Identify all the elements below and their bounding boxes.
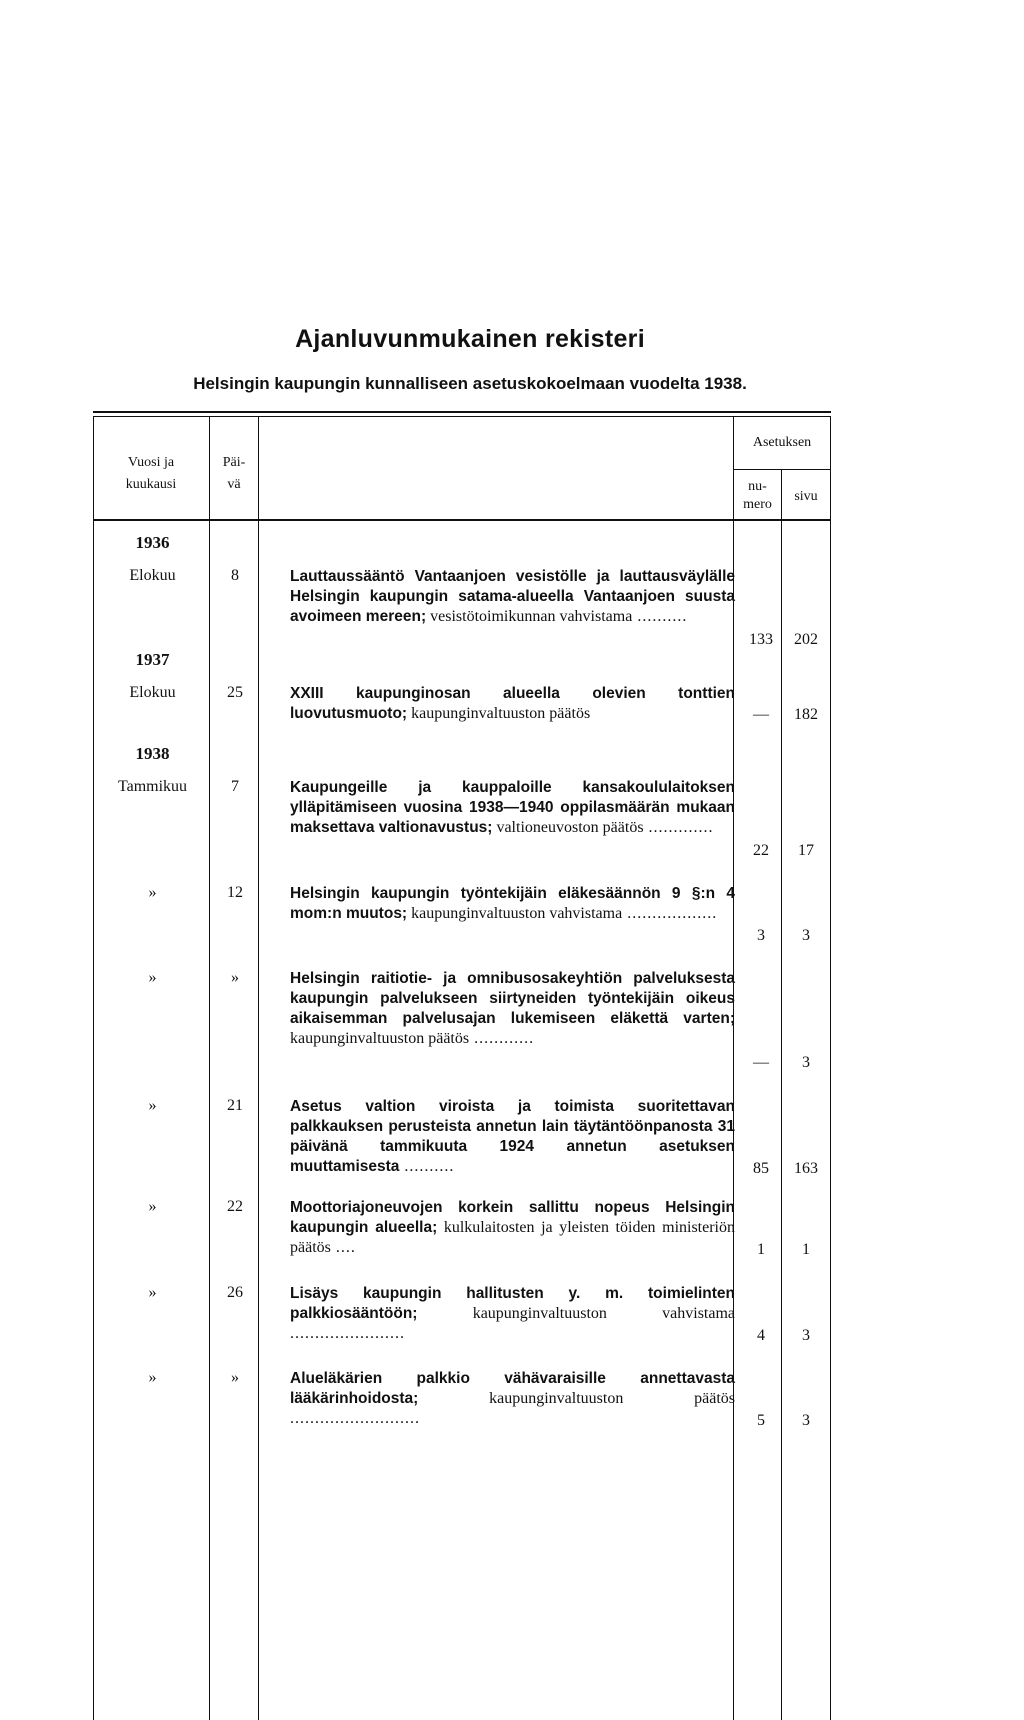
entry-day: 25 bbox=[227, 684, 243, 701]
page-title: Ajanluvunmukainen rekisteri bbox=[295, 325, 645, 353]
entry-month: Tammikuu bbox=[117, 778, 188, 795]
entry-numero: 133 bbox=[749, 631, 773, 648]
entry-issuer: vesistötoimikunnan vahvistama bbox=[430, 608, 633, 625]
header-numero-line2: mero bbox=[743, 497, 772, 512]
entry-month: » bbox=[148, 884, 157, 901]
entry-sivu: 17 bbox=[798, 842, 814, 859]
entry-title: Helsingin raitiotie- ja omnibusosakeyhtiön palveluksesta kaupungin palvelukseen siirtyneiden työntekijäin oikeus aikaisemman palvelusajan lukemiseen eläkettä varten; bbox=[290, 970, 735, 1027]
leader-dots: ............. bbox=[643, 819, 714, 836]
header-numero bbox=[734, 478, 781, 514]
entry-issuer: valtioneuvoston päätös bbox=[496, 819, 644, 836]
leader-dots: ....................... bbox=[290, 1325, 405, 1342]
entry-numero: 22 bbox=[753, 842, 769, 859]
year-1937: 1937 bbox=[135, 650, 170, 669]
entry-issuer: kaupunginvaltuuston vahvistama bbox=[411, 905, 623, 922]
entry-sivu: 202 bbox=[794, 631, 818, 648]
entry-numero: 1 bbox=[757, 1241, 765, 1258]
leader-dots: .................. bbox=[622, 905, 718, 922]
entry-month: » bbox=[148, 1198, 157, 1215]
entry-month: Elokuu bbox=[129, 684, 176, 701]
header-numero-line1: nu- bbox=[748, 479, 767, 494]
entry-issuer: kaupunginvaltuuston päätös bbox=[489, 1390, 735, 1407]
entry-numero: 3 bbox=[757, 927, 765, 944]
entry-sivu: 1 bbox=[802, 1241, 810, 1258]
entry-title: XXIII kaupunginosan alueella olevien tonttien luovutusmuoto; bbox=[290, 685, 735, 722]
header-day-line1: Päi- bbox=[222, 455, 246, 470]
entry-numero: — bbox=[753, 706, 769, 723]
leader-dots: .......... bbox=[632, 608, 688, 625]
col-line-left bbox=[93, 417, 94, 1720]
entry-title: Alueläkärien palkkio vähävaraisille annettavasta lääkärinhoidosta; bbox=[290, 1370, 735, 1407]
col-line-day bbox=[258, 417, 259, 1720]
header-asetuksen-rule bbox=[733, 469, 830, 470]
entry-title: Lauttaussääntö Vantaanjoen vesistölle ja lauttausväylälle Helsingin kaupungin satama-alueella Vantaanjoen suusta avoimeen mereen; bbox=[290, 568, 735, 625]
entry-numero: — bbox=[753, 1054, 769, 1071]
col-line-year bbox=[209, 417, 210, 1720]
entry-numero: 4 bbox=[757, 1327, 765, 1344]
entry-text bbox=[290, 1198, 735, 1258]
entry-text bbox=[290, 1284, 735, 1344]
leader-dots: .......................... bbox=[290, 1410, 420, 1427]
header-bottom-rule bbox=[93, 519, 831, 521]
entry-day: 22 bbox=[227, 1198, 243, 1215]
top-rule-thick bbox=[93, 411, 831, 413]
entry-numero: 5 bbox=[757, 1412, 765, 1429]
entry-text bbox=[290, 884, 735, 924]
entry-day: » bbox=[231, 1369, 239, 1386]
entry-sivu: 3 bbox=[802, 927, 810, 944]
entry-issuer: kulkulaitosten ja yleisten töiden ministeriön päätös bbox=[290, 1219, 736, 1256]
entry-sivu: 3 bbox=[802, 1327, 810, 1344]
leader-dots: ............ bbox=[469, 1030, 535, 1047]
entry-text bbox=[290, 969, 735, 1049]
entry-title: Asetus valtion viroista ja toimista suoritettavan palkkauksen perusteista annetun lain täytäntöönpanosta 31 päivänä tammikuuta 1924 annetun asetuksen muuttamisesta bbox=[290, 1098, 735, 1175]
header-asetuksen: Asetuksen bbox=[752, 435, 812, 450]
leader-dots: .......... bbox=[399, 1158, 455, 1175]
year-1936: 1936 bbox=[135, 533, 170, 552]
entry-sivu: 3 bbox=[802, 1412, 810, 1429]
entry-text bbox=[290, 1369, 735, 1429]
entry-day: » bbox=[231, 969, 239, 986]
page-subtitle: Helsingin kaupungin kunnalliseen asetuskokoelmaan vuodelta 1938. bbox=[193, 374, 747, 393]
entry-text bbox=[290, 778, 735, 838]
entry-sivu: 182 bbox=[794, 706, 818, 723]
entry-day: 7 bbox=[231, 778, 239, 795]
entry-day: 26 bbox=[227, 1284, 243, 1301]
entry-sivu: 3 bbox=[802, 1054, 810, 1071]
header-year-month-line2: kuukausi bbox=[125, 477, 177, 492]
entry-title: Helsingin kaupungin työntekijäin eläkesäännön 9 §:n 4 mom:n muutos; bbox=[290, 885, 735, 922]
col-line-num bbox=[781, 470, 782, 1720]
header-day-line2: vä bbox=[227, 477, 241, 492]
entry-month: » bbox=[148, 1284, 157, 1301]
entry-text bbox=[290, 567, 735, 627]
entry-issuer: kaupunginvaltuuston päätös bbox=[290, 1030, 470, 1047]
entry-title: Moottoriajoneuvojen korkein sallittu nopeus Helsingin kaupungin alueella; bbox=[290, 1199, 735, 1236]
entry-day: 8 bbox=[231, 567, 239, 584]
header-year-month-line1: Vuosi ja bbox=[127, 455, 175, 470]
entry-day: 12 bbox=[227, 884, 243, 901]
header-sivu: sivu bbox=[794, 489, 818, 504]
entry-month: » bbox=[148, 1097, 157, 1114]
entry-month: » bbox=[148, 969, 157, 986]
entry-day: 21 bbox=[227, 1097, 243, 1114]
entry-text bbox=[290, 1097, 735, 1177]
col-line-right bbox=[830, 417, 831, 1720]
entry-title: Kaupungeille ja kauppaloille kansakoululaitoksen ylläpitämiseen vuosina 1938—1940 oppilasmäärän mukaan maksettava valtionavustus; bbox=[290, 779, 735, 836]
entry-text bbox=[290, 684, 735, 724]
entry-month: Elokuu bbox=[129, 567, 176, 584]
entry-issuer: kaupunginvaltuuston päätös bbox=[411, 705, 591, 722]
header-year-month bbox=[95, 452, 207, 496]
entry-month: » bbox=[148, 1369, 157, 1386]
header-day bbox=[210, 452, 258, 496]
year-1938: 1938 bbox=[135, 744, 170, 763]
leader-dots: .... bbox=[330, 1239, 356, 1256]
entry-title: Lisäys kaupungin hallitusten y. m. toimielinten palkkiosääntöön; bbox=[290, 1285, 735, 1322]
entry-numero: 85 bbox=[753, 1160, 769, 1177]
entry-sivu: 163 bbox=[794, 1160, 818, 1177]
entry-issuer: kaupunginvaltuuston vahvistama bbox=[472, 1305, 736, 1322]
top-rule-thin bbox=[93, 416, 831, 417]
